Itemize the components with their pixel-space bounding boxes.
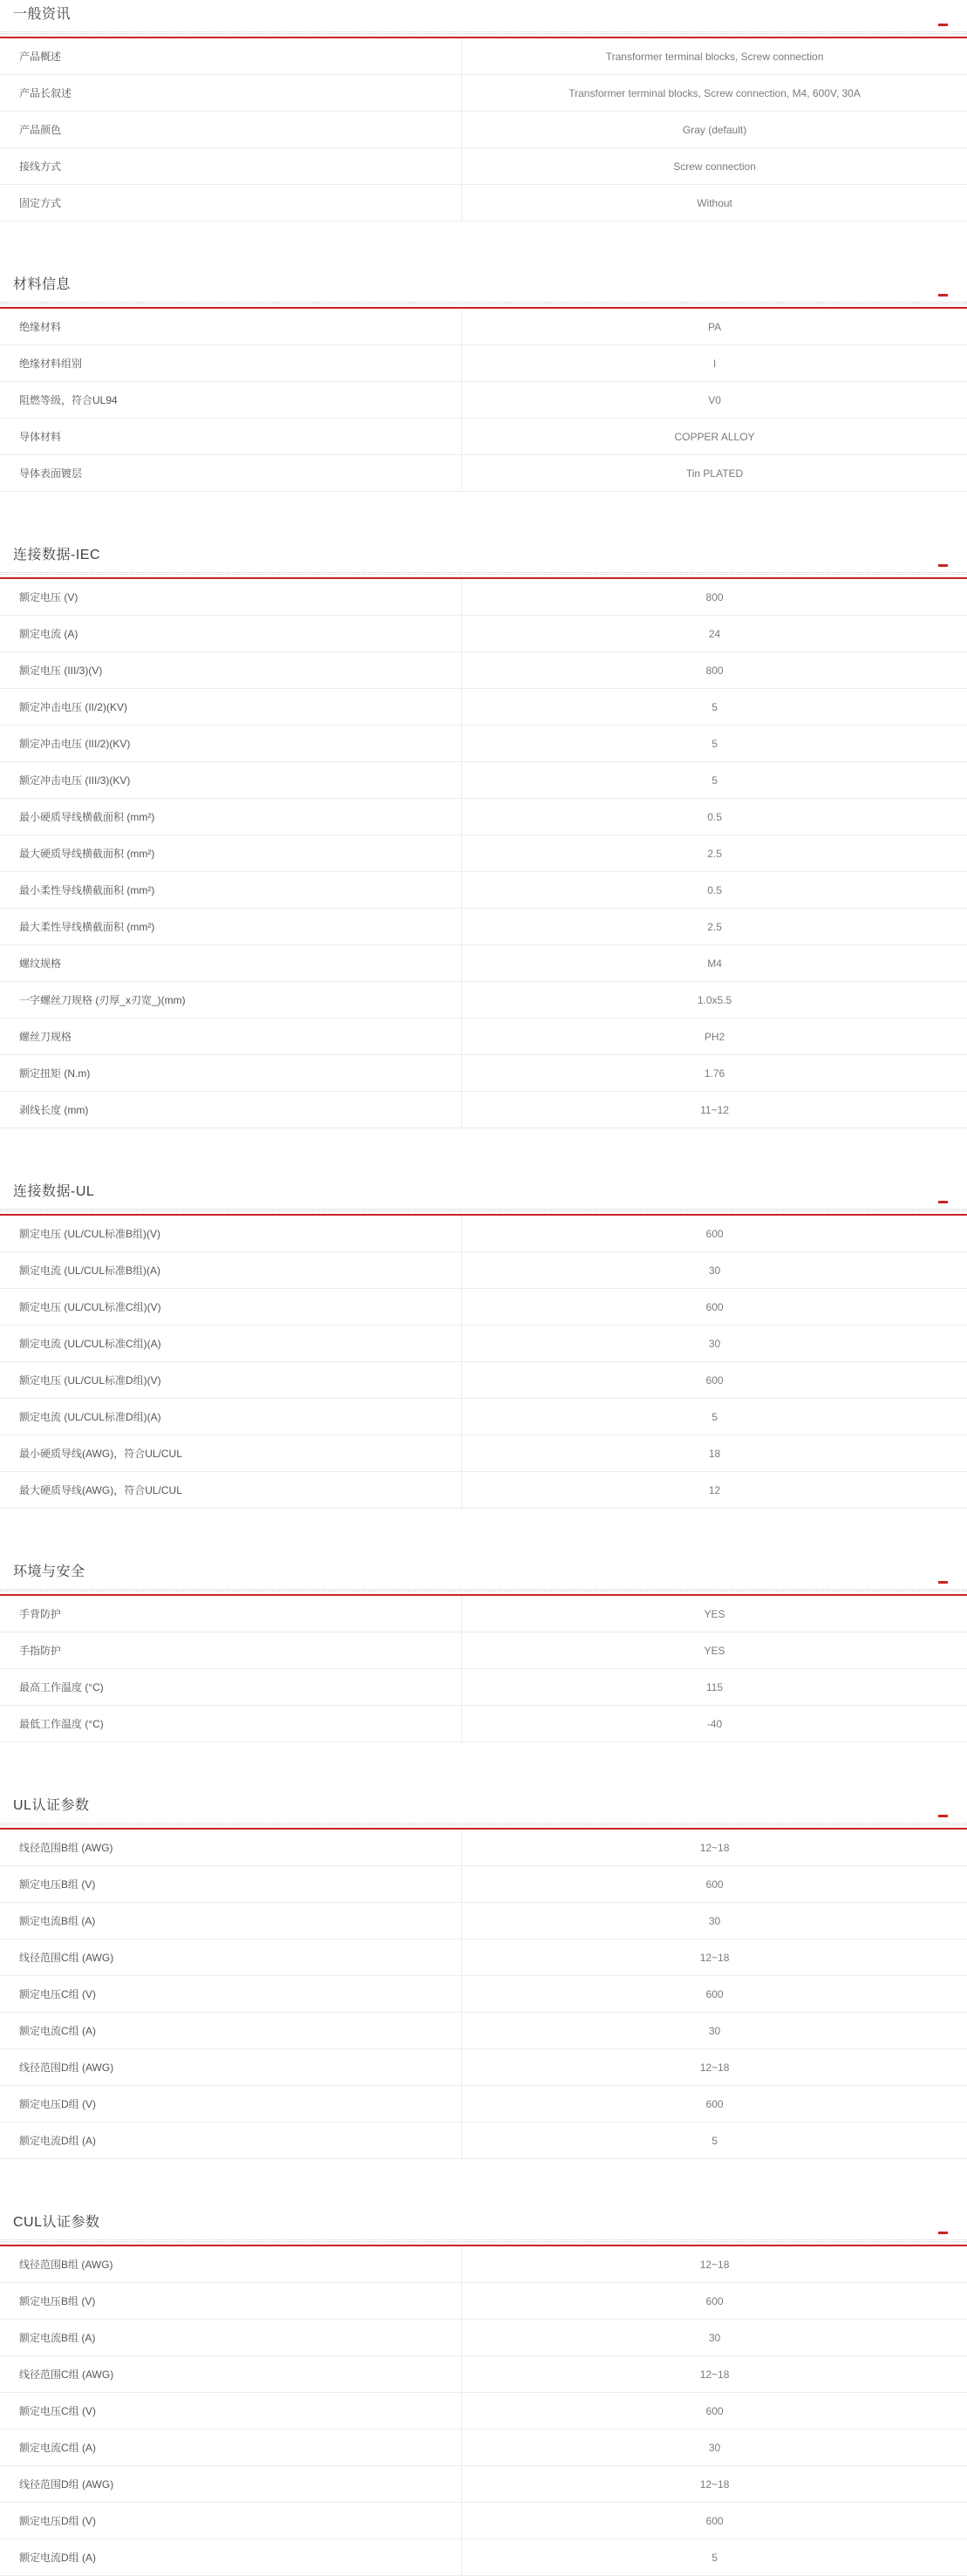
row-value: PH2 bbox=[704, 1030, 725, 1043]
spec-table bbox=[0, 2246, 967, 2576]
collapse-minus-icon[interactable] bbox=[938, 24, 948, 26]
spec-section bbox=[0, 1172, 967, 1509]
row-label: 螺丝刀规格 bbox=[0, 1019, 462, 1054]
row-label: 剥线长度 (mm) bbox=[0, 1092, 462, 1128]
table-row bbox=[0, 2086, 967, 2123]
row-label: 最大硬质导线(AWG)，符合UL/CUL bbox=[0, 1472, 462, 1508]
spec-section bbox=[0, 1552, 967, 1742]
row-label: 额定电压B组 (V) bbox=[0, 2283, 462, 2319]
table-row bbox=[0, 1596, 967, 1632]
table-row bbox=[0, 579, 967, 616]
table-row bbox=[0, 2393, 967, 2429]
section-title: 材料信息 bbox=[13, 277, 72, 292]
table-row bbox=[0, 1435, 967, 1472]
spec-table bbox=[0, 38, 967, 221]
row-label: 额定冲击电压 (III/2)(KV) bbox=[0, 726, 462, 761]
row-label: 额定电压B组 (V) bbox=[0, 1866, 462, 1902]
row-label: 额定电流 (UL/CUL标准B组)(A) bbox=[0, 1252, 462, 1288]
row-label: 额定电流 (A) bbox=[0, 616, 462, 651]
table-row bbox=[0, 2356, 967, 2393]
row-label: 线径范围C组 (AWG) bbox=[0, 2356, 462, 2392]
section-title: 环境与安全 bbox=[13, 1564, 85, 1579]
table-row bbox=[0, 75, 967, 112]
table-row bbox=[0, 1976, 967, 2013]
row-value: 18 bbox=[708, 1447, 721, 1460]
row-label: 线径范围B组 (AWG) bbox=[0, 1830, 462, 1865]
row-label: 一字螺丝刀规格 (刃厚_x刃宽_)(mm) bbox=[0, 982, 462, 1018]
row-value: 12~18 bbox=[699, 2368, 730, 2381]
table-row bbox=[0, 689, 967, 726]
row-value: 11~12 bbox=[700, 1103, 729, 1116]
table-row bbox=[0, 2466, 967, 2503]
table-row bbox=[0, 1706, 967, 1742]
table-row bbox=[0, 726, 967, 762]
section-dotted-divider bbox=[0, 1209, 967, 1211]
spec-table bbox=[0, 1830, 967, 2159]
row-value: PA bbox=[707, 320, 722, 333]
row-label: 手指防护 bbox=[0, 1632, 462, 1668]
row-value: 5 bbox=[712, 700, 718, 713]
section-dotted-divider bbox=[0, 1823, 967, 1825]
row-value: 12~18 bbox=[699, 2477, 730, 2491]
section-header bbox=[0, 265, 967, 302]
table-row bbox=[0, 148, 967, 185]
row-value: 115 bbox=[705, 1680, 724, 1693]
row-value: 5 bbox=[712, 2551, 718, 2564]
row-label: 最大柔性导线横截面积 (mm²) bbox=[0, 909, 462, 944]
row-label: 额定电压 (UL/CUL标准B组)(V) bbox=[0, 1216, 462, 1251]
section-title: 连接数据-IEC bbox=[13, 548, 101, 562]
table-row bbox=[0, 1939, 967, 1976]
row-label: 额定扭矩 (N.m) bbox=[0, 1055, 462, 1091]
section-title: 连接数据-UL bbox=[13, 1184, 95, 1199]
table-row bbox=[0, 2283, 967, 2320]
table-row bbox=[0, 1903, 967, 1939]
row-label: 产品颜色 bbox=[0, 112, 462, 147]
row-value: 30 bbox=[708, 1914, 721, 1927]
row-value: Gray (default) bbox=[682, 123, 747, 136]
row-value: 24 bbox=[708, 627, 721, 640]
row-label: 额定电压 (UL/CUL标准D组)(V) bbox=[0, 1362, 462, 1398]
row-label: 产品概述 bbox=[0, 38, 462, 74]
row-value: 600 bbox=[705, 1227, 724, 1240]
row-label: 产品长叙述 bbox=[0, 75, 462, 111]
row-value: YES bbox=[704, 1607, 725, 1620]
row-value: Tin PLATED bbox=[685, 467, 744, 480]
table-row bbox=[0, 872, 967, 909]
row-value: COPPER ALLOY bbox=[674, 430, 755, 443]
row-label: 额定冲击电压 (II/2)(KV) bbox=[0, 689, 462, 725]
row-label: 最低工作温度 (°C) bbox=[0, 1706, 462, 1741]
row-value: 30 bbox=[708, 1264, 721, 1277]
row-value: Transformer terminal blocks, Screw connection, M4, 600V, 30A bbox=[569, 86, 861, 99]
row-value: 800 bbox=[705, 590, 724, 603]
row-value: 600 bbox=[705, 2404, 724, 2417]
row-value: Without bbox=[697, 196, 732, 209]
row-label: 额定冲击电压 (III/3)(KV) bbox=[0, 762, 462, 798]
row-value: -40 bbox=[706, 1717, 723, 1730]
table-row bbox=[0, 1325, 967, 1362]
spec-table bbox=[0, 579, 967, 1128]
section-title: CUL认证参数 bbox=[13, 2215, 100, 2230]
row-label: 额定电流D组 (A) bbox=[0, 2123, 462, 2158]
row-label: 阻燃等级，符合UL94 bbox=[0, 382, 462, 418]
row-label: 额定电压 (UL/CUL标准C组)(V) bbox=[0, 1289, 462, 1325]
row-label: 额定电压D组 (V) bbox=[0, 2503, 462, 2539]
row-value: YES bbox=[704, 1644, 725, 1657]
table-row bbox=[0, 2049, 967, 2086]
row-label: 额定电压 (III/3)(V) bbox=[0, 652, 462, 688]
row-label: 固定方式 bbox=[0, 185, 462, 221]
row-value: 600 bbox=[705, 1987, 724, 2000]
row-value: I bbox=[712, 357, 717, 370]
row-value: M4 bbox=[707, 957, 722, 970]
row-label: 最小硬质导线横截面积 (mm²) bbox=[0, 799, 462, 835]
row-value: 12~18 bbox=[699, 1841, 730, 1854]
row-value: 5 bbox=[712, 737, 718, 750]
table-row bbox=[0, 382, 967, 419]
row-label: 额定电流B组 (A) bbox=[0, 2320, 462, 2355]
table-row bbox=[0, 2013, 967, 2049]
table-row bbox=[0, 2429, 967, 2466]
row-value: 30 bbox=[708, 2331, 721, 2344]
row-label: 导体表面镀层 bbox=[0, 455, 462, 491]
collapse-minus-icon[interactable] bbox=[938, 1581, 948, 1584]
row-value: 12 bbox=[708, 1483, 721, 1496]
row-label: 导体材料 bbox=[0, 419, 462, 454]
table-row bbox=[0, 1866, 967, 1903]
collapse-minus-icon[interactable] bbox=[938, 2232, 948, 2234]
row-value: Screw connection bbox=[673, 160, 756, 173]
row-label: 接线方式 bbox=[0, 148, 462, 184]
row-label: 最大硬质导线横截面积 (mm²) bbox=[0, 835, 462, 871]
table-row bbox=[0, 1092, 967, 1128]
spec-table bbox=[0, 309, 967, 492]
table-row bbox=[0, 1669, 967, 1706]
row-label: 额定电流 (UL/CUL标准D组)(A) bbox=[0, 1399, 462, 1435]
spec-table bbox=[0, 1216, 967, 1509]
section-dotted-divider bbox=[0, 2239, 967, 2242]
row-label: 线径范围D组 (AWG) bbox=[0, 2466, 462, 2502]
row-label: 额定电流D组 (A) bbox=[0, 2539, 462, 2575]
table-row bbox=[0, 1632, 967, 1669]
section-dotted-divider bbox=[0, 1589, 967, 1591]
row-label: 额定电流 (UL/CUL标准C组)(A) bbox=[0, 1325, 462, 1361]
row-label: 额定电压 (V) bbox=[0, 579, 462, 615]
table-row bbox=[0, 1216, 967, 1252]
table-row bbox=[0, 1019, 967, 1055]
collapse-minus-icon[interactable] bbox=[938, 1815, 948, 1817]
section-dotted-divider bbox=[0, 302, 967, 304]
table-row bbox=[0, 38, 967, 75]
row-value: 12~18 bbox=[699, 2258, 730, 2271]
spec-table bbox=[0, 1596, 967, 1742]
row-label: 线径范围B组 (AWG) bbox=[0, 2246, 462, 2282]
table-row bbox=[0, 1055, 967, 1092]
table-row bbox=[0, 835, 967, 872]
table-row bbox=[0, 2123, 967, 2159]
collapse-minus-icon[interactable] bbox=[938, 1201, 948, 1203]
row-value: 12~18 bbox=[699, 2061, 730, 2074]
row-label: 螺纹规格 bbox=[0, 945, 462, 981]
section-header bbox=[0, 1172, 967, 1209]
table-row bbox=[0, 1830, 967, 1866]
spec-section bbox=[0, 1786, 967, 2159]
table-row bbox=[0, 2503, 967, 2539]
section-header bbox=[0, 1552, 967, 1589]
row-label: 最高工作温度 (°C) bbox=[0, 1669, 462, 1705]
row-value: 12~18 bbox=[699, 1951, 730, 1964]
section-dotted-divider bbox=[0, 572, 967, 575]
row-value: 30 bbox=[708, 2441, 721, 2454]
row-label: 额定电压D组 (V) bbox=[0, 2086, 462, 2122]
table-row bbox=[0, 1252, 967, 1289]
table-row bbox=[0, 909, 967, 945]
row-value: 2.5 bbox=[707, 920, 722, 933]
table-row bbox=[0, 419, 967, 455]
table-row bbox=[0, 652, 967, 689]
row-label: 绝缘材料组别 bbox=[0, 345, 462, 381]
table-row bbox=[0, 1472, 967, 1509]
row-value: 5 bbox=[712, 1410, 718, 1423]
table-row bbox=[0, 185, 967, 221]
row-label: 线径范围D组 (AWG) bbox=[0, 2049, 462, 2085]
table-row bbox=[0, 982, 967, 1019]
row-value: 5 bbox=[712, 773, 718, 787]
row-label: 最小柔性导线横截面积 (mm²) bbox=[0, 872, 462, 908]
table-row bbox=[0, 345, 967, 382]
row-value: 5 bbox=[712, 2134, 718, 2147]
row-value: 600 bbox=[705, 1373, 724, 1387]
row-label: 额定电压C组 (V) bbox=[0, 2393, 462, 2429]
row-value: 30 bbox=[708, 1337, 721, 1350]
spec-section bbox=[0, 535, 967, 1128]
row-label: 额定电流C组 (A) bbox=[0, 2013, 462, 2048]
table-row bbox=[0, 1289, 967, 1325]
row-label: 额定电流B组 (A) bbox=[0, 1903, 462, 1939]
row-label: 手背防护 bbox=[0, 1596, 462, 1632]
section-header bbox=[0, 535, 967, 572]
row-value: 0.5 bbox=[707, 883, 722, 896]
row-value: 0.5 bbox=[707, 810, 722, 823]
row-label: 线径范围C组 (AWG) bbox=[0, 1939, 462, 1975]
row-value: 1.76 bbox=[704, 1067, 725, 1080]
table-row bbox=[0, 1362, 967, 1399]
collapse-minus-icon[interactable] bbox=[938, 294, 948, 296]
section-header bbox=[0, 1786, 967, 1823]
table-row bbox=[0, 455, 967, 492]
row-value: V0 bbox=[708, 393, 721, 406]
table-row bbox=[0, 112, 967, 148]
row-label: 额定电压C组 (V) bbox=[0, 1976, 462, 2012]
section-title: 一般资讯 bbox=[13, 7, 72, 22]
table-row bbox=[0, 2246, 967, 2283]
row-value: 2.5 bbox=[707, 847, 722, 860]
table-row bbox=[0, 616, 967, 652]
table-row bbox=[0, 799, 967, 835]
row-value: 30 bbox=[708, 2024, 721, 2037]
table-row bbox=[0, 2320, 967, 2356]
row-label: 额定电流C组 (A) bbox=[0, 2429, 462, 2465]
section-header bbox=[0, 0, 967, 31]
section-header bbox=[0, 2203, 967, 2239]
row-value: 600 bbox=[705, 2294, 724, 2307]
section-title: UL认证参数 bbox=[13, 1798, 90, 1813]
row-value: 600 bbox=[705, 2514, 724, 2527]
spec-section bbox=[0, 0, 967, 221]
table-row bbox=[0, 2539, 967, 2576]
table-row bbox=[0, 1399, 967, 1435]
section-dotted-divider bbox=[0, 31, 967, 34]
collapse-minus-icon[interactable] bbox=[938, 564, 948, 567]
spec-section bbox=[0, 2203, 967, 2576]
table-row bbox=[0, 309, 967, 345]
row-value: Transformer terminal blocks, Screw connection bbox=[605, 50, 824, 63]
row-label: 绝缘材料 bbox=[0, 309, 462, 344]
row-value: 1.0x5.5 bbox=[697, 993, 732, 1006]
row-value: 600 bbox=[705, 1877, 724, 1891]
spec-section bbox=[0, 265, 967, 492]
table-row bbox=[0, 945, 967, 982]
table-row bbox=[0, 762, 967, 799]
row-label: 最小硬质导线(AWG)，符合UL/CUL bbox=[0, 1435, 462, 1471]
row-value: 600 bbox=[705, 1300, 724, 1313]
row-value: 800 bbox=[705, 664, 724, 677]
row-value: 600 bbox=[705, 2097, 724, 2110]
